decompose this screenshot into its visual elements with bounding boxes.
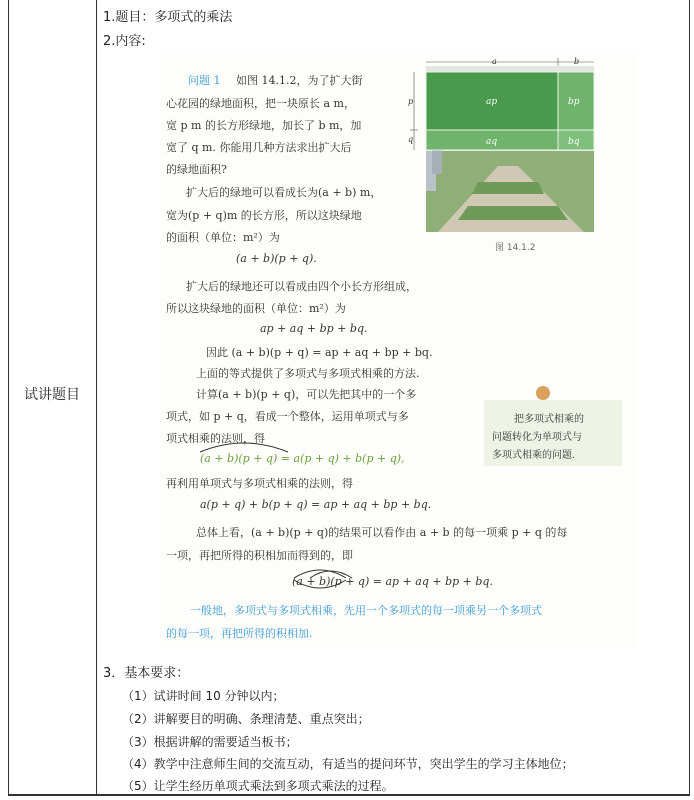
paragraph-line: 项式相乘的法则，得 [166, 432, 265, 445]
paragraph-line: 项式，如 p + q，看成一个整体，运用单项式与多 [166, 410, 409, 423]
paragraph-line: 计算(a + b)(p + q)，可以先把其中的一个多 [196, 388, 417, 401]
pin-icon [536, 386, 550, 400]
requirement-item: （4）教学中注意师生间的交流互动，有适当的提问环节，突出学生的学习主体地位； [122, 757, 574, 771]
conclusion-text: 一般地，多项式与多项式相乘，先用一个多项式的每一项乘另一个多项式 [190, 604, 542, 617]
paragraph-line: 扩大后的绿地还可以看成由四个小长方形组成， [186, 280, 417, 293]
requirement-item: （5）让学生经历单项式乘法到多项式乘法的过程。 [122, 779, 394, 793]
cell-label: bq [568, 137, 580, 147]
problem-line: 如图 14.1.2，为了扩大街 [236, 74, 363, 87]
garden-figure [408, 56, 604, 236]
cell-label: ap [486, 97, 498, 107]
formula-expansion-1: (a + b)(p + q) = a(p + q) + b(p + q), [200, 452, 405, 465]
problem-line: 宽 p m 的长方形绿地，加长了 b m，加 [166, 119, 362, 132]
side-note-line: 问题转化为单项式与 [492, 432, 582, 443]
requirements-heading: 3．基本要求： [103, 666, 190, 681]
problem-tag: 问题 1 [188, 74, 221, 87]
row-label: 试讲题目 [24, 387, 80, 403]
side-note-line: 把多项式相乘的 [514, 414, 584, 425]
paragraph-line: 总体上看，(a + b)(p + q)的结果可以看作由 a + b 的每一项乘 p + q 的每 [196, 526, 568, 539]
conclusion-line: 的每一项，再把所得的积相加. [166, 627, 313, 640]
paragraph-line: 所以这块绿地的面积（单位：m²）为 [166, 302, 346, 315]
dim-label: q [408, 135, 414, 144]
formula-distribution: (a + b)(p + q) = ap + aq + bp + bq. [292, 575, 493, 588]
problem-line: 心花园的绿地面积，把一块原长 a m， [166, 97, 355, 110]
requirement-item: （1）试讲时间 10 分钟以内； [122, 689, 285, 703]
column-divider [96, 0, 97, 795]
paragraph-line: 的面积（单位：m²）为 [166, 231, 280, 244]
paragraph-line: 宽为(p + q)m 的长方形，所以这块绿地 [166, 209, 362, 222]
row-divider [8, 795, 690, 796]
dim-label: b [574, 57, 580, 66]
dim-label: a [492, 57, 497, 66]
formula-area-2: ap + aq + bp + bq. [260, 322, 368, 335]
paragraph-line: 扩大后的绿地可以看成长为(a + b) m， [186, 186, 382, 199]
cell-label: aq [486, 137, 498, 147]
side-note-line: 多项式相乘的问题. [492, 450, 576, 461]
paragraph-line: 再利用单项式与多项式相乘的法则，得 [166, 477, 353, 490]
side-note [484, 400, 622, 466]
paragraph-line: 上面的等式提供了多项式与多项式相乘的方法. [196, 367, 420, 380]
requirement-item: （3）根据讲解的需要适当板书； [122, 735, 298, 749]
problem-line: 宽了 q m. 你能用几种方法求出扩大后 [166, 141, 352, 154]
cell-label: bp [568, 97, 580, 107]
problem-line: 的绿地面积? [166, 163, 227, 176]
figure-caption: 图 14.1.2 [495, 243, 536, 253]
topic-heading: 1.题目：多项式的乘法 [103, 10, 233, 25]
formula-expansion-2: a(p + q) + b(p + q) = ap + aq + bp + bq. [200, 498, 432, 511]
formula-area-1: (a + b)(p + q). [236, 252, 317, 265]
conclusion-line [190, 602, 542, 618]
requirement-item: （2）讲解要目的明确、条理清楚、重点突出； [122, 712, 370, 726]
content-heading: 2.内容: [103, 34, 146, 49]
dim-label: p [408, 97, 414, 106]
equation-therefore: 因此 (a + b)(p + q) = ap + aq + bp + bq. [206, 346, 433, 359]
paragraph-line: 一项，再把所得的积相加而得到的，即 [166, 549, 353, 562]
